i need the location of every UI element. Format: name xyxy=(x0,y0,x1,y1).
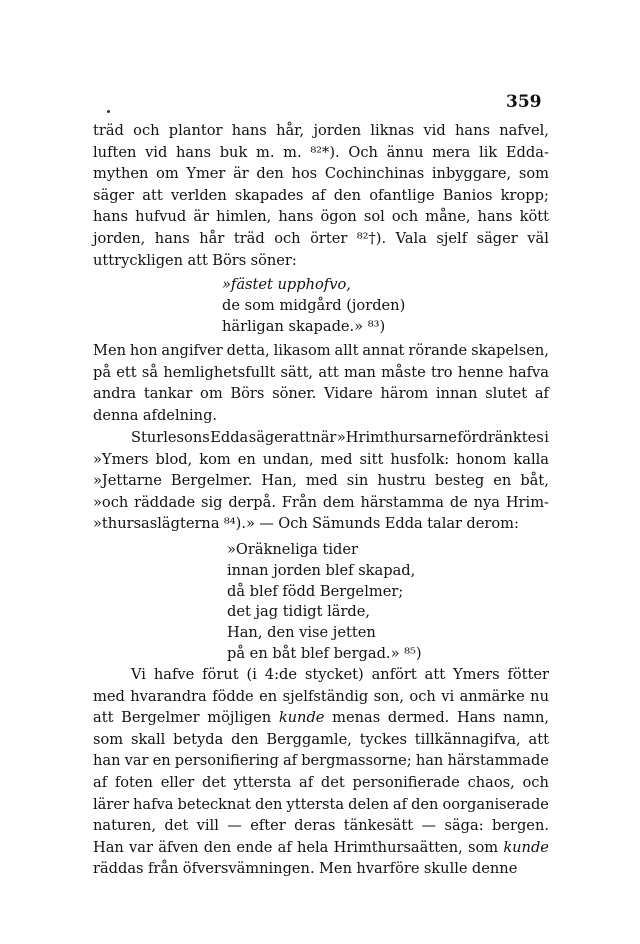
word: Berggamle, xyxy=(266,730,352,748)
word: m. xyxy=(255,143,275,161)
text-line xyxy=(93,664,549,686)
word: båt, xyxy=(520,472,549,490)
word: Vala xyxy=(395,229,427,247)
word: »Ymers xyxy=(93,450,149,468)
word: af xyxy=(392,795,408,813)
word: sig xyxy=(201,493,223,511)
word: »och xyxy=(93,493,129,511)
word: öfversvämningen. xyxy=(182,860,315,878)
word: hans xyxy=(154,229,190,247)
ink-speck xyxy=(107,110,110,113)
word: hans xyxy=(176,143,212,161)
word: man xyxy=(343,363,376,381)
word: hos xyxy=(291,165,318,183)
word: hafva xyxy=(508,363,549,381)
word: härstammade xyxy=(447,752,549,770)
verse-2-line: Han, den vise jetten xyxy=(227,624,376,642)
word: denna xyxy=(93,406,139,424)
text-line xyxy=(93,794,549,816)
word: räddade xyxy=(134,493,196,511)
word: fötter xyxy=(507,666,549,683)
word: säga: xyxy=(444,817,484,835)
word: ofantlige xyxy=(369,186,435,204)
word: yttersta xyxy=(286,795,345,813)
text-line xyxy=(93,206,549,228)
word: förut xyxy=(202,666,239,683)
word: söner. xyxy=(272,385,317,403)
word: rörande xyxy=(408,342,468,359)
word: hans xyxy=(231,122,267,139)
text-line xyxy=(93,142,549,164)
word: väl xyxy=(527,229,549,247)
word: denne xyxy=(471,860,518,878)
word: stycket) xyxy=(304,666,364,683)
word: angifver xyxy=(161,342,223,359)
word: hufvud xyxy=(135,208,187,226)
word: inbyggare, xyxy=(431,165,512,183)
word: Cochinchinas xyxy=(324,165,425,183)
word: Sturlesons xyxy=(131,429,210,446)
word: son, xyxy=(373,687,404,705)
word: hela xyxy=(296,838,329,856)
word: och xyxy=(133,122,160,139)
word: hvarandra xyxy=(130,687,207,705)
word: hans xyxy=(93,208,128,226)
text-line xyxy=(93,470,549,492)
word: måne, xyxy=(425,208,471,226)
word: hans xyxy=(477,208,513,226)
text-line xyxy=(93,185,549,207)
word: betecknat xyxy=(177,795,251,813)
word: jorden, xyxy=(93,229,146,247)
word: hustru xyxy=(377,472,426,490)
verse-1 xyxy=(222,275,405,337)
word: tänkesätt xyxy=(343,817,414,835)
word: kött xyxy=(519,208,549,226)
word: vi xyxy=(441,687,455,705)
word: i xyxy=(544,429,549,446)
word: så xyxy=(141,363,159,381)
word: Men xyxy=(93,342,126,359)
word: bergen. xyxy=(492,817,549,835)
word: Banios xyxy=(442,186,493,204)
word: nya xyxy=(473,493,500,511)
word: säger xyxy=(93,186,135,204)
word: härstamma xyxy=(360,493,444,511)
word: innan xyxy=(435,385,478,403)
word: eller xyxy=(160,773,195,791)
word: — xyxy=(421,817,437,835)
word: en xyxy=(493,472,512,490)
word: äfven xyxy=(158,838,199,856)
word: chaos, xyxy=(467,773,515,791)
word: Hrimthursaätten, xyxy=(333,838,463,856)
word: oorganiserade xyxy=(442,795,549,813)
word: af xyxy=(282,752,298,770)
word: en xyxy=(259,687,278,705)
word: anfört xyxy=(371,666,417,683)
text-line xyxy=(93,492,549,514)
word: som xyxy=(93,730,124,748)
word: sol xyxy=(363,208,385,226)
word: som xyxy=(518,165,549,183)
word: och xyxy=(274,229,301,247)
word: den xyxy=(231,730,259,748)
word: att xyxy=(142,186,163,204)
word: Sämunds xyxy=(312,515,381,533)
word: han xyxy=(415,752,444,770)
word: Han xyxy=(93,838,124,856)
word: ⁸²*). xyxy=(310,143,340,161)
verse-1-line: härligan skapade.» ⁸³) xyxy=(222,317,386,335)
text-line xyxy=(93,729,549,751)
word: dermed. xyxy=(387,709,450,727)
word: Edda xyxy=(210,429,249,446)
word: Och xyxy=(348,143,378,161)
word: Ymer xyxy=(186,165,226,183)
verse-2-line: det jag tidigt lärde, xyxy=(227,603,371,621)
word: ännu xyxy=(386,143,424,161)
word: Han, xyxy=(261,472,297,490)
word: är xyxy=(193,208,209,226)
word: Börs xyxy=(212,251,247,269)
word: hans xyxy=(278,208,314,226)
word: Bergelmer xyxy=(121,709,200,727)
word: husfolk: xyxy=(390,450,450,468)
word: — xyxy=(227,817,242,835)
word: säger xyxy=(248,429,290,446)
word: sjelf xyxy=(436,229,468,247)
word: den xyxy=(255,795,283,813)
word: Bergelmer. xyxy=(170,472,253,490)
word: är xyxy=(233,165,249,183)
word: honom xyxy=(456,450,507,468)
word: det xyxy=(202,773,226,791)
word: — xyxy=(259,515,274,533)
word: om xyxy=(200,385,223,403)
text-line xyxy=(93,837,549,859)
word: dem xyxy=(322,493,355,511)
word: lärer xyxy=(93,795,129,813)
word: deras xyxy=(294,817,336,835)
word: ögon xyxy=(320,208,357,226)
word: kalla xyxy=(513,450,549,468)
word: om xyxy=(156,165,179,183)
word: och xyxy=(409,687,436,705)
text-line xyxy=(93,405,549,427)
text-line xyxy=(93,513,549,535)
word: sitt xyxy=(359,450,384,468)
word: nafvel, xyxy=(499,122,549,139)
word: derom: xyxy=(466,515,519,533)
word: Vidare xyxy=(324,385,373,403)
word: födde xyxy=(212,687,254,705)
text-line xyxy=(93,163,549,185)
word: vid xyxy=(145,143,168,161)
word: personifierade xyxy=(352,773,460,791)
word: plantor xyxy=(168,122,223,139)
word: liknas xyxy=(370,122,415,139)
word: härom xyxy=(380,385,429,403)
text-line xyxy=(93,858,549,880)
verse-2-line: då blef född Bergelmer; xyxy=(227,582,404,600)
word: Och xyxy=(278,515,308,533)
word: af xyxy=(299,773,314,791)
word: afdelning. xyxy=(142,406,218,424)
word: som xyxy=(467,838,499,856)
verse-1-line: »fästet upphofvo, xyxy=(222,276,351,293)
text-line xyxy=(93,427,549,449)
word: kunde xyxy=(503,838,549,856)
word: sin xyxy=(346,472,369,490)
word: besteg xyxy=(434,472,485,490)
text-line xyxy=(93,772,549,794)
word: kom xyxy=(199,450,231,468)
word: på xyxy=(93,363,112,381)
word: tillkännagifva, xyxy=(414,730,521,748)
text-line xyxy=(93,228,549,250)
word: att xyxy=(318,363,339,381)
word: när xyxy=(311,429,337,446)
word: lik xyxy=(479,143,498,161)
word: hafva xyxy=(133,795,174,813)
word: (i xyxy=(246,666,257,683)
word: uttryckligen xyxy=(93,251,184,269)
word: örter xyxy=(310,229,348,247)
word: en xyxy=(152,752,171,770)
word: betyda xyxy=(173,730,224,748)
word: skapelsen, xyxy=(471,342,549,359)
word: Hrim- xyxy=(505,493,549,511)
word: mera xyxy=(432,143,471,161)
word: det xyxy=(320,773,345,791)
verse-2-line: innan jorden blef skapad, xyxy=(227,561,416,579)
word: andra xyxy=(93,385,137,403)
text-line xyxy=(93,815,549,837)
word: detta, xyxy=(226,342,270,359)
word: den xyxy=(203,838,232,856)
word: med xyxy=(305,472,338,490)
word: med xyxy=(93,687,125,705)
verse-2-line: »Oräkneliga tider xyxy=(227,541,358,558)
word: tyckes xyxy=(359,730,407,748)
word: Vi xyxy=(131,666,146,683)
word: Edda- xyxy=(505,143,549,161)
word: var xyxy=(124,752,149,770)
text-line xyxy=(93,449,549,471)
word: mythen xyxy=(93,165,149,183)
text-line xyxy=(93,686,549,708)
word: foten xyxy=(114,773,153,791)
word: med xyxy=(320,450,353,468)
word: hår xyxy=(199,229,225,247)
text-line xyxy=(93,340,549,362)
page-number: 359 xyxy=(506,92,542,112)
word: fördränktes xyxy=(457,429,544,446)
word: luften xyxy=(93,143,137,161)
word: vid xyxy=(423,122,446,139)
word: vill xyxy=(196,817,219,835)
word: sätt, xyxy=(280,363,314,381)
paragraph-2 xyxy=(93,340,549,426)
word: undan, xyxy=(262,450,314,468)
word: himlen, xyxy=(216,208,272,226)
word: hemlighetsfullt xyxy=(163,363,276,381)
text-line xyxy=(93,383,549,405)
word: hafve xyxy=(153,666,195,683)
word: träd xyxy=(233,229,265,247)
word: Edda xyxy=(384,515,423,533)
text-line xyxy=(93,362,549,384)
word: en xyxy=(237,450,256,468)
word: att xyxy=(93,709,114,727)
text-line xyxy=(93,250,549,272)
word: henne xyxy=(457,363,504,381)
paragraph-1 xyxy=(93,120,549,271)
word: att xyxy=(187,251,208,269)
word: räddas xyxy=(93,860,144,878)
word: »thursaslägterna xyxy=(93,515,220,533)
word: ett xyxy=(116,363,137,381)
word: ⁸⁴).» xyxy=(223,515,255,533)
word: efter xyxy=(250,817,286,835)
word: kropp; xyxy=(500,186,549,204)
word: skapades xyxy=(234,186,304,204)
word: den xyxy=(411,795,439,813)
word: var xyxy=(129,838,153,856)
word: »Jettarne xyxy=(93,472,162,490)
word: att xyxy=(290,429,311,446)
word: ⁸²†). xyxy=(356,229,387,247)
word: söner: xyxy=(250,251,297,269)
word: hon xyxy=(129,342,158,359)
text-line xyxy=(93,120,549,142)
word: Börs xyxy=(230,385,265,403)
word: af xyxy=(277,838,292,856)
word: från xyxy=(147,860,179,878)
word: naturen, xyxy=(93,817,157,835)
word: af xyxy=(534,385,549,403)
paragraph-3 xyxy=(93,427,549,535)
word: annat xyxy=(362,342,405,359)
word: 4:de xyxy=(264,666,297,683)
word: måste xyxy=(381,363,426,381)
word: det xyxy=(164,817,189,835)
word: af xyxy=(311,186,326,204)
word: allt xyxy=(334,342,359,359)
word: skulle xyxy=(423,860,468,878)
word: Från xyxy=(281,493,317,511)
word: träd xyxy=(93,122,124,139)
verse-2 xyxy=(227,540,422,665)
word: Men xyxy=(318,860,352,878)
word: han xyxy=(93,752,121,770)
word: anmärke xyxy=(459,687,525,705)
verse-2-line: på en båt blef bergad.» ⁸⁵) xyxy=(227,644,422,662)
word: slutet xyxy=(485,385,528,403)
word: verlden xyxy=(170,186,227,204)
word: den xyxy=(333,186,362,204)
word: Hans xyxy=(457,709,496,727)
word: hans xyxy=(454,122,490,139)
word: tankar xyxy=(143,385,193,403)
word: buk xyxy=(219,143,248,161)
word: skall xyxy=(130,730,166,748)
word: »Hrimthursarne xyxy=(336,429,457,446)
word: m. xyxy=(283,143,302,161)
word: jorden xyxy=(313,122,362,139)
word: namn, xyxy=(503,709,549,727)
word: Ymers xyxy=(452,666,500,683)
word: talar xyxy=(427,515,463,533)
word: den xyxy=(256,165,284,183)
word: möjligen xyxy=(207,709,272,727)
word: ende xyxy=(236,838,273,856)
paragraph-4 xyxy=(93,664,549,880)
word: derpå. xyxy=(228,493,276,511)
word: blod, xyxy=(155,450,193,468)
word: delen xyxy=(348,795,389,813)
word: hvarföre xyxy=(356,860,420,878)
word: att xyxy=(528,730,549,748)
word: menas xyxy=(332,709,381,727)
word: nu xyxy=(530,687,549,705)
word: att xyxy=(424,666,446,683)
word: bergmassorne; xyxy=(301,752,412,770)
word: hår, xyxy=(276,122,305,139)
word: af xyxy=(93,773,108,791)
word: personifiering xyxy=(174,752,279,770)
word: och xyxy=(522,773,549,791)
word: sjelfständig xyxy=(282,687,369,705)
text-line xyxy=(93,707,549,729)
text-line xyxy=(93,750,549,772)
word: och xyxy=(391,208,419,226)
word: likasom xyxy=(273,342,331,359)
word: kunde xyxy=(278,709,325,727)
word: yttersta xyxy=(233,773,292,791)
word: säger xyxy=(476,229,518,247)
verse-1-line: de som midgård (jorden) xyxy=(222,296,406,314)
word: tro xyxy=(430,363,453,381)
word: de xyxy=(449,493,468,511)
